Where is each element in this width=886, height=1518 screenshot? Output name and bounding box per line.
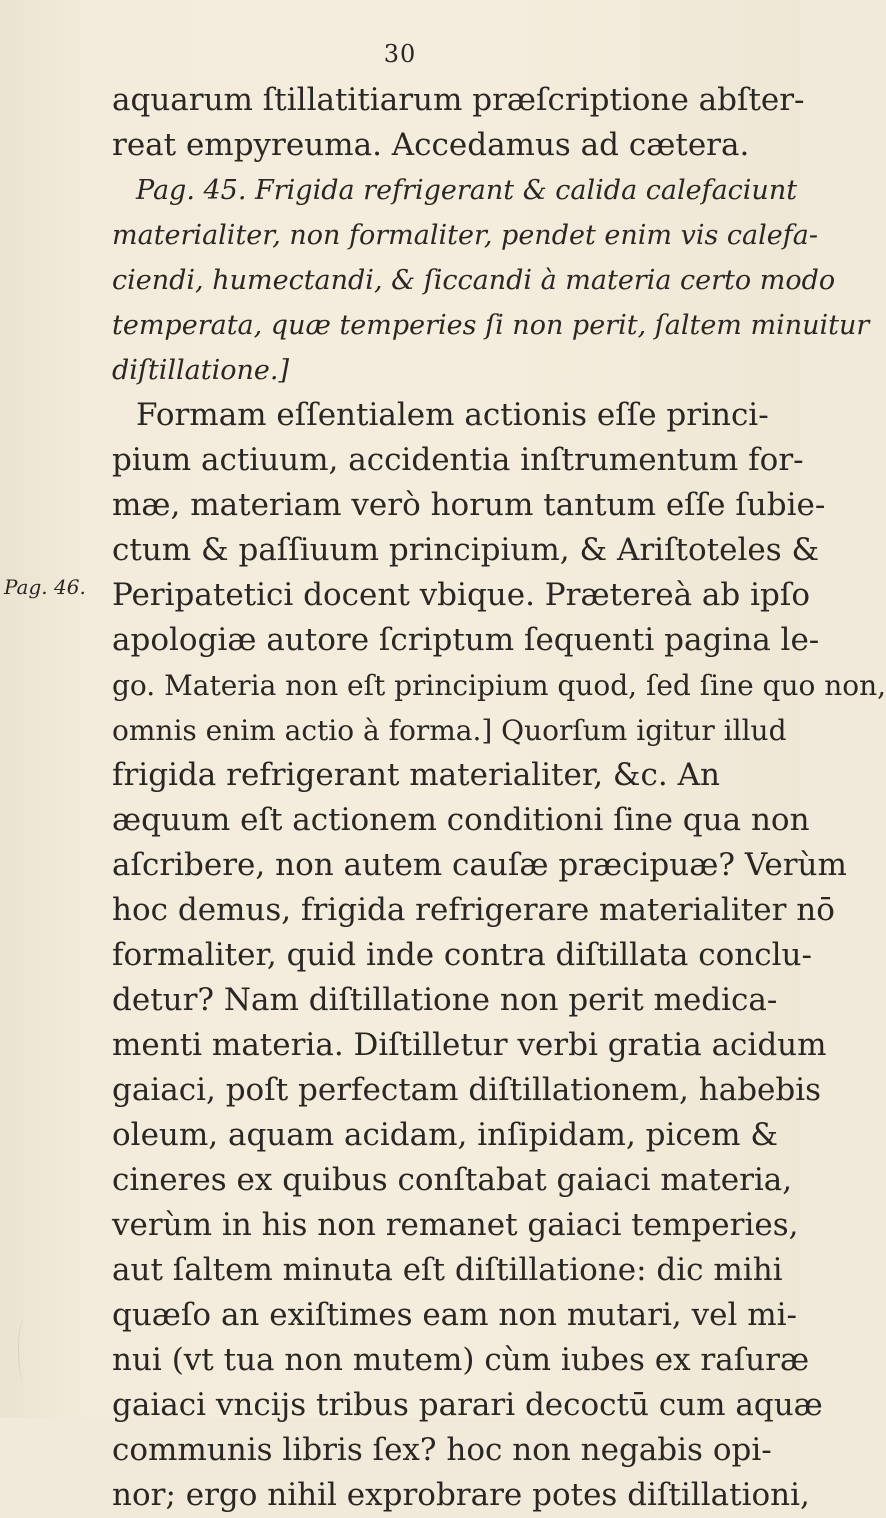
text-line: oleum, aquam acidam, inſipidam, picem &: [112, 1117, 778, 1153]
text-line: hoc demus, frigida refrigerare materialiter nō: [112, 892, 835, 928]
paper-stain: [18, 1320, 29, 1380]
text-line: diſtillatione.]: [112, 355, 289, 386]
text-line: pium actiuum, accidentia inſtrumentum for-: [112, 442, 804, 478]
text-block: [112, 78, 886, 1518]
text-line: Peripatetici docent vbique. Prætereà ab ipſo: [112, 577, 810, 613]
text-line: reat empyreuma. Accedamus ad cætera.: [112, 127, 750, 163]
text-line: Pag. 45. Frigida refrigerant & calida calefaciunt: [136, 175, 798, 206]
text-line: ctum & paſſiuum principium, & Ariſtoteles &: [112, 532, 820, 568]
margin-note: Pag. 46.: [4, 575, 86, 599]
text-line: temperata, quæ temperies ſi non perit, ſaltem minuitur: [112, 310, 870, 341]
text-line: aut ſaltem minuta eſt diſtillatione: dic mihi: [112, 1252, 783, 1288]
page-number: 30: [383, 40, 417, 68]
text-line: omnis enim actio à forma.] Quorſum igitur illud: [112, 714, 787, 747]
text-line: menti materia. Diſtilletur verbi gratia acidum: [112, 1027, 827, 1063]
text-line: mæ, materiam verò horum tantum eſſe ſubie-: [112, 487, 826, 523]
text-line: frigida refrigerant materialiter, &c. An: [112, 757, 720, 793]
text-line: gaiaci vncijs tribus parari decoctū cum aquæ: [112, 1387, 823, 1423]
text-line: cineres ex quibus conſtabat gaiaci materia,: [112, 1162, 793, 1198]
text-line: æquum eſt actionem conditioni ſine qua non: [112, 802, 810, 838]
text-line: nui (vt tua non mutem) cùm iubes ex raſuræ: [112, 1342, 810, 1378]
text-line: materialiter, non formaliter, pendet enim vis calefa-: [112, 220, 818, 251]
text-line: detur? Nam diſtillatione non perit medica-: [112, 982, 778, 1018]
text-line: aſcribere, non autem cauſæ præcipuæ? Verùm: [112, 847, 847, 883]
text-line: communis libris ſex? hoc non negabis opi-: [112, 1432, 772, 1468]
text-line: nor; ergo nihil exprobrare potes diſtillationi,: [112, 1477, 810, 1513]
text-line: formaliter, quid inde contra diſtillata conclu-: [112, 937, 812, 973]
text-line: verùm in his non remanet gaiaci temperies,: [112, 1207, 799, 1243]
text-line: gaiaci, poſt perfectam diſtillationem, habebis: [112, 1072, 822, 1108]
text-line: apologiæ autore ſcriptum ſequenti pagina le-: [112, 622, 820, 658]
text-line: Formam eſſentialem actionis eſſe princi-: [136, 397, 769, 433]
text-line: quæſo an exiſtimes eam non mutari, vel mi-: [112, 1297, 798, 1333]
text-line: aquarum ſtillatitiarum præſcriptione abſter-: [112, 82, 805, 118]
text-line: go. Materia non eſt principium quod, ſed ſine quo non,: [112, 669, 886, 702]
text-line: ciendi, humectandi, & ſiccandi à materia certo modo: [112, 265, 836, 296]
